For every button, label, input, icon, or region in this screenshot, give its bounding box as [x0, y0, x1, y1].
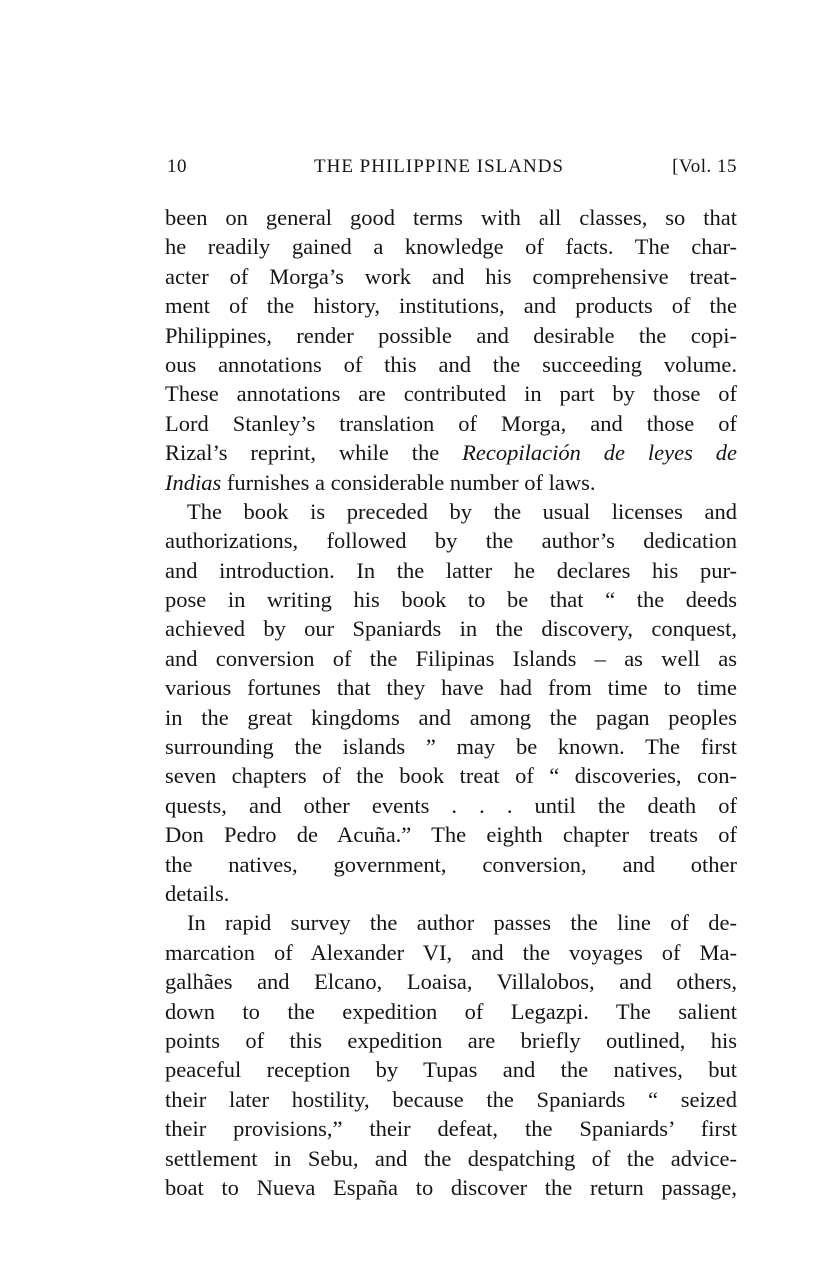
page-number: 10 [167, 156, 187, 177]
text-line: various fortunes that they have had from time to time [165, 675, 737, 701]
italic-title: Indias [165, 469, 222, 495]
italic-title: Recopilación de leyes de [462, 440, 737, 466]
text-run: furnishes a considerable number of laws. [221, 469, 596, 495]
text-line: These annotations are contributed in part by those of [165, 381, 737, 407]
text-line: acter of Morga’s work and his comprehensive treat- [165, 263, 737, 289]
text-line: ment of the history, institutions, and products of the [165, 293, 737, 319]
text-line: their provisions,” their defeat, the Spaniards’ first [165, 1116, 737, 1142]
text-line: galhães and Elcano, Loaisa, Villalobos, and others, [165, 969, 737, 995]
text-line: surrounding the islands ” may be known. The first [165, 734, 737, 760]
text-line: seven chapters of the book treat of “ discoveries, con- [165, 763, 737, 789]
text-line: the natives, government, conversion, and other [165, 851, 737, 877]
volume-marker: [Vol. 15 [672, 156, 737, 177]
text-line [165, 438, 737, 467]
running-head [167, 156, 737, 182]
text-line: In rapid survey the author passes the line of de- [187, 910, 737, 936]
text-line: down to the expedition of Legazpi. The salient [165, 998, 737, 1024]
running-title: THE PHILIPPINE ISLANDS [314, 156, 564, 177]
text-line: ous annotations of this and the succeeding volume. [165, 351, 737, 377]
text-line: Lord Stanley’s translation of Morga, and those of [165, 410, 737, 436]
text-line: settlement in Sebu, and the despatching of the advice- [165, 1145, 737, 1171]
text-line: been on general good terms with all classes, so that [165, 205, 737, 230]
text-line: marcation of Alexander VI, and the voyages of Ma- [165, 939, 737, 965]
text-run: Rizal’s reprint, while the [165, 440, 463, 466]
text-line: The book is preceded by the usual licenses and [187, 498, 737, 524]
text-line: points of this expedition are briefly outlined, his [165, 1027, 737, 1053]
text-line: Don Pedro de Acuña.” The eighth chapter treats of [165, 822, 737, 848]
text-line: he readily gained a knowledge of facts. The char- [165, 234, 737, 260]
body-text [165, 203, 737, 1202]
text-line: quests, and other events . . . until the death of [165, 792, 737, 818]
text-line: in the great kingdoms and among the pagan peoples [165, 704, 737, 730]
text-line: and conversion of the Filipinas Islands – as well as [165, 645, 737, 671]
text-line: achieved by our Spaniards in the discovery, conquest, [165, 616, 737, 642]
text-line: peaceful reception by Tupas and the natives, but [165, 1057, 737, 1083]
text-line: pose in writing his book to be that “ the deeds [165, 587, 737, 613]
text-line: their later hostility, because the Spaniards “ seized [165, 1086, 737, 1112]
text-line: authorizations, followed by the author’s dedication [165, 528, 737, 554]
text-line: details. [165, 880, 230, 906]
text-line: and introduction. In the latter he declares his pur- [165, 557, 737, 583]
text-line: Philippines, render possible and desirable the copi- [165, 322, 737, 348]
text-line [165, 468, 737, 497]
text-line: boat to Nueva España to discover the return passage, [165, 1174, 737, 1200]
